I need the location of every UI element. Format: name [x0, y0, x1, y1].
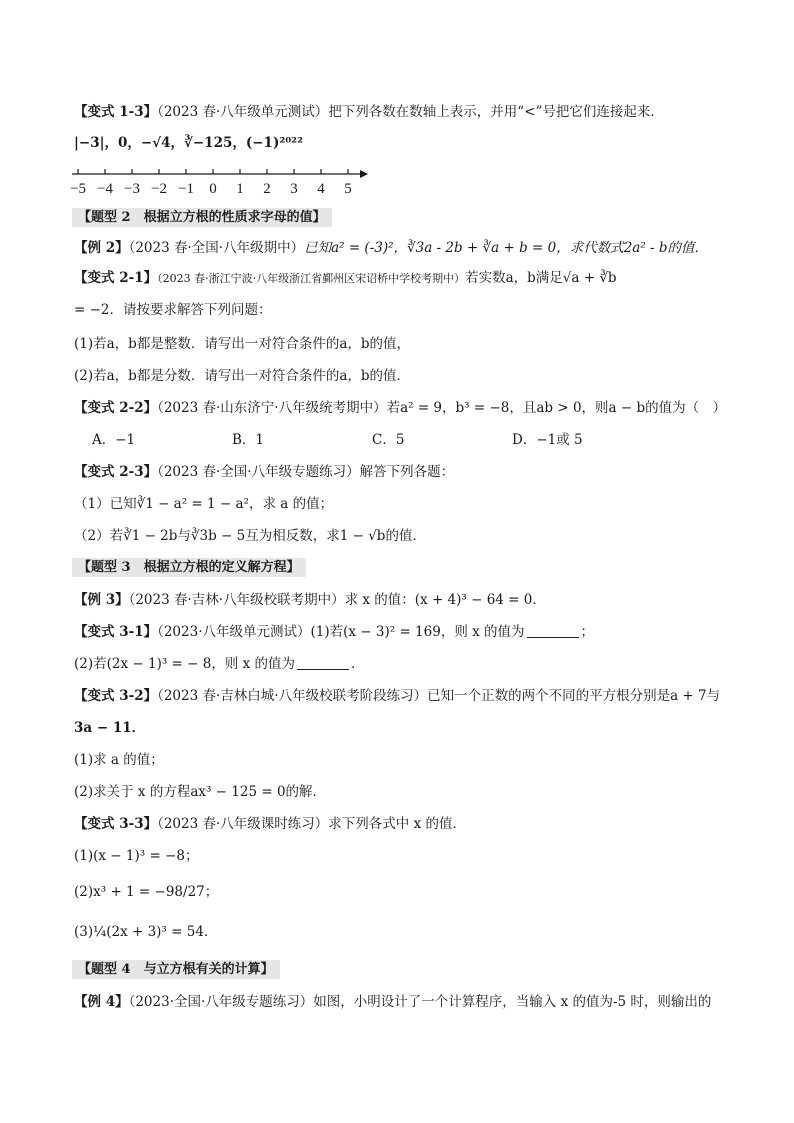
problem-tag: 【变式 3-1】 [74, 624, 158, 640]
number-line-tick-label: 5 [344, 181, 352, 197]
problem-source: （2023 春·全国·八年级期中） [128, 240, 305, 256]
section-heading-type-2: 【题型 2 根据立方根的性质求字母的值】 [72, 208, 332, 227]
question-text: (2)若(2x − 1)³ = − 8，则 x 的值为 [74, 656, 296, 672]
problem-text: 把下列各数在数轴上表示，并用“<”号把它们连接起来． [328, 104, 664, 120]
number-list [74, 133, 734, 153]
question-3-2-1: (1)求 a 的值； [74, 752, 164, 768]
question-2-3-2: （2）若∛1 − 2b与∛3b − 5互为相反数，求1 − √b的值． [74, 528, 426, 544]
number-line-tick-label: 1 [236, 181, 244, 197]
answer-blank[interactable] [297, 655, 349, 670]
section-heading-type-3: 【题型 3 根据立方根的定义解方程】 [72, 558, 306, 577]
number-line-tick-label: −2 [151, 181, 167, 197]
problem-text: 已知a² = (-3)²，∛3a - 2b + ∛a + b = 0，求代数式2a² - b的值． [304, 240, 709, 256]
problem-text: (1)若(x − 3)² = 169，则 x 的值为 [310, 624, 525, 640]
problem-source: （2023 春·吉林白城·八年级校联考阶段练习） [157, 688, 428, 704]
number-line-tick-label: −3 [124, 181, 140, 197]
problem-text-cont: 3a − 11． [74, 720, 146, 736]
punctuation: . [351, 656, 356, 672]
question-3-3-3: (3)¼(2x + 3)³ = 54． [74, 924, 218, 940]
problem-source: （2023 春·八年级课时练习） [157, 816, 329, 832]
problem-source: （2023 春·浙江宁波·八年级浙江省鄞州区宋诏桥中学校考期中） [157, 272, 466, 285]
problem-example-3 [74, 590, 734, 610]
option-b: B．1 [232, 432, 265, 448]
number-line-tick-label: 4 [317, 181, 325, 197]
number-line [64, 164, 374, 198]
problem-source: （2023 春·八年级单元测试） [157, 104, 329, 120]
problem-source: （2023 春·全国·八年级专题练习） [157, 464, 360, 480]
section-heading-type-4: 【题型 4 与立方根有关的计算】 [72, 960, 280, 979]
question-3-2-2: (2)求关于 x 的方程ax³ − 125 = 0的解． [74, 784, 327, 800]
problem-variant-3-1 [74, 622, 734, 642]
number-line-tick-label: 0 [209, 181, 217, 197]
number-line-tick-label: −5 [70, 181, 86, 197]
number-line-tick-label: −4 [97, 181, 113, 197]
answer-blank[interactable] [527, 623, 579, 638]
problem-tag: 【例 3】 [74, 592, 129, 608]
problem-variant-2-1 [74, 268, 734, 289]
problem-tag: 【变式 1-3】 [74, 104, 158, 120]
problem-text-cont: = −2．请按要求解答下列问题： [74, 302, 272, 318]
problem-tag: 【变式 2-2】 [74, 400, 158, 416]
problem-source: （2023 春·山东济宁·八年级统考期中） [157, 400, 387, 416]
number-list-text: |−3|，0，−√4，∛−125，(−1)²⁰²² [74, 135, 303, 151]
problem-tag: 【变式 2-3】 [74, 464, 158, 480]
number-line-tick-label: −1 [178, 181, 194, 197]
option-d: D．−1或 5 [512, 432, 583, 448]
problem-variant-1-3 [74, 102, 734, 122]
problem-text: 若实数a，b满足√a + ∛b [465, 270, 617, 286]
problem-source: （2023 春·吉林·八年级校联考期中） [128, 592, 345, 608]
question-3-3-2: (2)x³ + 1 = −98/27； [74, 884, 219, 900]
choice-options [92, 430, 734, 450]
number-line-arrow-icon [360, 170, 368, 178]
question-2-1-1: (1)若a，b都是整数．请写出一对符合条件的a，b的值， [74, 336, 411, 352]
problem-example-4 [74, 992, 734, 1012]
problem-variant-3-2-cont [74, 718, 734, 738]
problem-text: 已知一个正数的两个不同的平方根分别是a + 7与 [427, 688, 721, 704]
problem-text: 求 x 的值：(x + 4)³ − 64 = 0． [344, 592, 546, 608]
problem-variant-2-3 [74, 462, 734, 482]
problem-example-2 [74, 238, 734, 258]
question-3-3-1: (1)(x − 1)³ = −8； [74, 848, 199, 864]
problem-tag: 【变式 3-2】 [74, 688, 158, 704]
problem-tag: 【例 2】 [74, 240, 129, 256]
number-line-tick-label: 3 [290, 181, 298, 197]
number-line-tick-label: 2 [263, 181, 271, 197]
problem-source: （2023·八年级单元测试） [157, 624, 311, 640]
question-2-1-2: (2)若a，b都是分数．请写出一对符合条件的a，b的值． [74, 368, 411, 384]
punctuation: ； [580, 624, 595, 640]
problem-tag: 【例 4】 [74, 994, 129, 1010]
question-3-1-2 [74, 654, 734, 674]
problem-variant-2-1-cont [74, 300, 734, 320]
problem-tag: 【变式 3-3】 [74, 816, 158, 832]
problem-variant-2-2 [74, 398, 734, 418]
problem-variant-3-3 [74, 814, 734, 834]
problem-text: 求下列各式中 x 的值． [328, 816, 466, 832]
option-a: A．−1 [92, 432, 136, 448]
problem-tag: 【变式 2-1】 [74, 270, 158, 286]
option-c: C．5 [372, 432, 405, 448]
problem-text: 解答下列各题： [359, 464, 455, 480]
question-2-3-1: （1）已知∛1 − a² = 1 − a²，求 a 的值； [74, 496, 334, 512]
problem-variant-3-2 [74, 686, 734, 706]
problem-source: （2023·全国·八年级专题练习） [128, 994, 314, 1010]
problem-text: 若a² = 9，b³ = −8，且ab > 0，则a − b的值为（ ） [386, 400, 727, 416]
problem-text: 如图，小明设计了一个计算程序，当输入 x 的值为-5 时，则输出的 [313, 994, 712, 1010]
